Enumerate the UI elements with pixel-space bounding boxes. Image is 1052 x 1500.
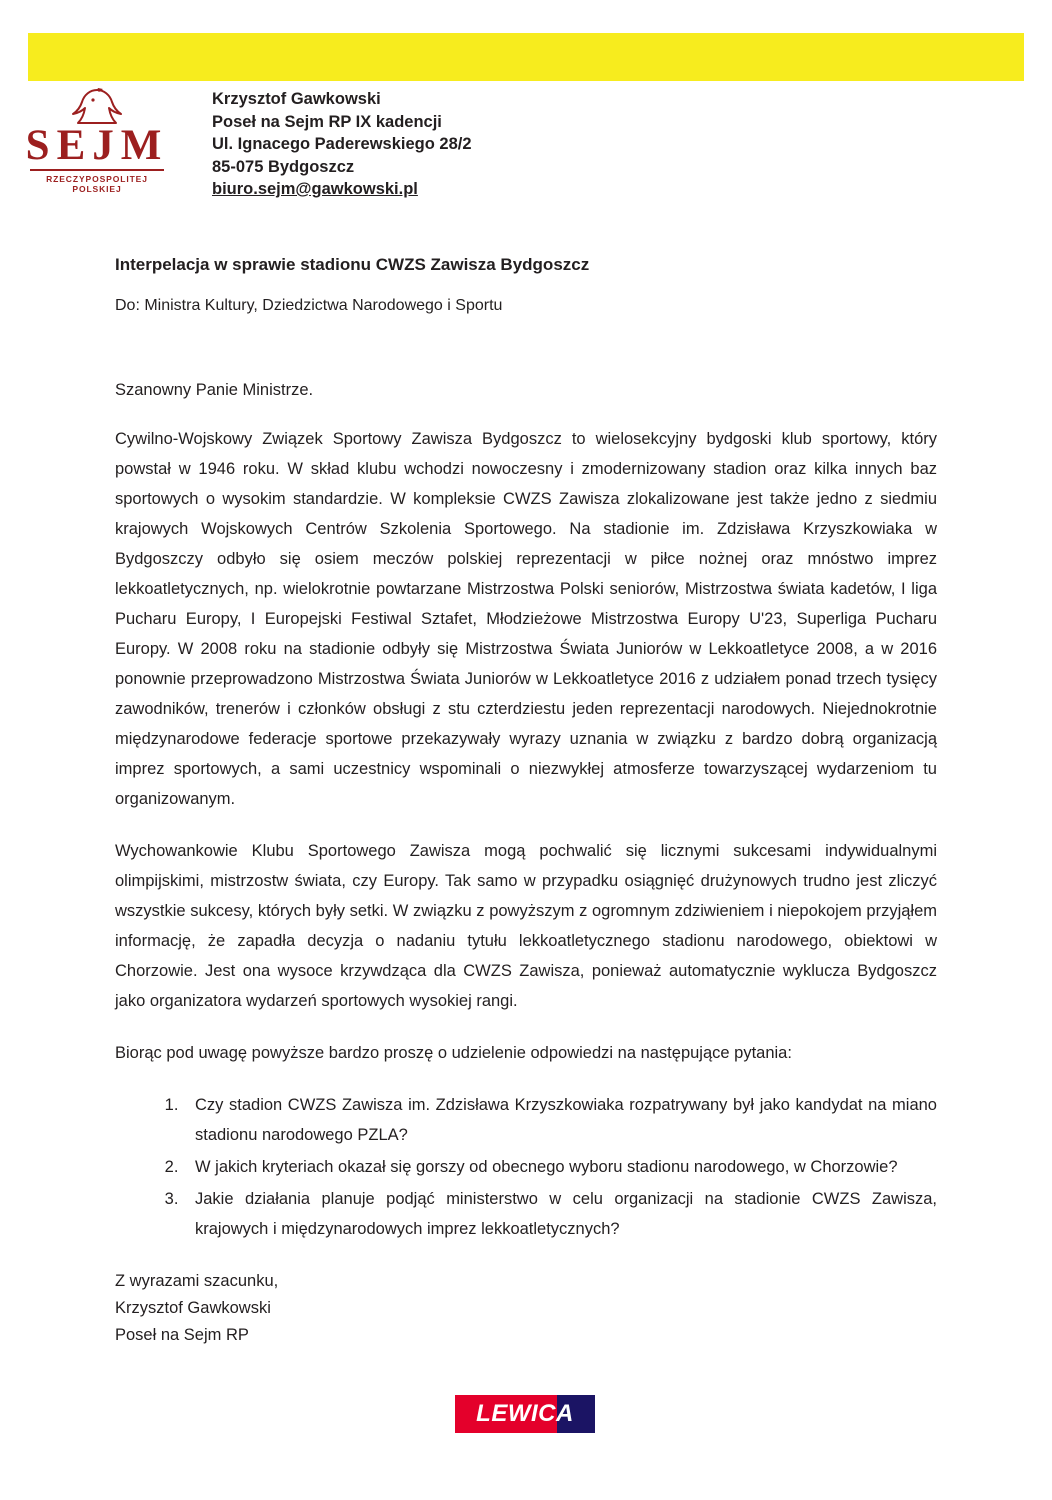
document-addressee: Do: Ministra Kultury, Dziedzictwa Narodowego i Sportu (115, 297, 503, 314)
list-item: 2. W jakich kryteriach okazał się gorszy od obecnego wyboru stadionu narodowego, w Chorzowie? (183, 1152, 937, 1182)
sejm-wordmark: SEJM (25, 122, 169, 169)
signature-role: Poseł na Sejm RP (115, 1326, 249, 1344)
paragraph-1: Cywilno-Wojskowy Związek Sportowy Zawisza Bydgoszcz to wielosekcyjny bydgoski klub sportowy, który powstał w 1946 roku. W skład klubu wchodzi nowoczesny i zmodernizowany stadion oraz kilka innych baz sportowych o wysokim standardzie. W kompleksie CWZS Zawisza zlokalizowane jest także jedno z siedmiu krajowych Wojskowych Centrów Szkolenia Sportowego. Na stadionie im. Zdzisława Krzyszkowiaka w Bydgoszczy odbyło się osiem meczów polskiej reprezentacji w piłce nożnej oraz mnóstwo imprez lekkoatletycznych, np. wielokrotnie powtarzane Mistrzostwa Polski seniorów, Mistrzostwa świata kadetów, I liga Pucharu Europy, I Europejski Festiwal Sztafet, Młodzieżowe Mistrzostwa Europy U'23, Superliga Pucharu Europy. W 2008 roku na stadionie odbyły się Mistrzostwa Świata Juniorów w Lekkoatletyce 2008, a w 2016 ponownie przeprowadzono Mistrzostwa Świata Juniorów w Lekkoatletyce 2016 z udziałem ponad trzech tysięcy zawodników, trenerów i członków obsługi z stu czterdziestu jeden reprezentacji narodowych. Niejednokrotnie międzynarodowe federacje sportowe przekazywały wyrazy uznania w związku z bardzo dobrą organizacją imprez sportowych, a sami uczestnicy wspominali o niezwykłej atmosferze towarzyszącej wydarzeniom tu organizowanym. (115, 430, 937, 808)
contact-role: Poseł na Sejm RP IX kadencji (212, 112, 442, 131)
sejm-logo-subtitle: RZECZYPOSPOLITEJ POLSKIEJ (46, 174, 148, 194)
salutation: Szanowny Panie Ministrze. (115, 381, 314, 399)
paragraph-2: Wychowankowie Klubu Sportowego Zawisza mogą pochwalić się licznymi sukcesami indywidualnymi olimpijskimi, mistrzostw świata, czy Europy. Tak samo w przypadku osiągnięć drużynowych trudno jest zliczyć wszystkie sukcesy, których były setki. W związku z powyższym z ogromnym zdziwieniem i niepokojem przyjąłem informację, że zapadła decyzja o nadaniu tytułu lekkoatletycznego stadionu narodowego, obiektowi w Chorzowie. Jest ona wysoce krzywdząca dla CWZS Zawisza, ponieważ automatycznie wyklucza Bydgoszcz jako organizatora wydarzeń sportowych wysokiej rangi. (115, 842, 937, 1010)
contact-block (212, 88, 472, 201)
document-body (115, 378, 937, 1246)
letterhead (0, 82, 1052, 212)
lewica-logo (455, 1395, 595, 1433)
questions-list (115, 1090, 937, 1244)
signature-name: Krzysztof Gawkowski (115, 1299, 271, 1317)
list-item: 1. Czy stadion CWZS Zawisza im. Zdzisława Krzyszkowiaka rozpatrywany był jako kandydat na miano stadionu narodowego PZLA? (183, 1090, 937, 1150)
contact-email-link[interactable]: biuro.sejm@gawkowski.pl (212, 180, 418, 198)
paragraph-3: Biorąc pod uwagę powyższe bardzo proszę o udzielenie odpowiedzi na następujące pytania: (115, 1044, 792, 1062)
sejm-logo (22, 88, 172, 198)
logo-divider (30, 169, 164, 171)
contact-name: Krzysztof Gawkowski (212, 90, 381, 108)
yellow-header-bar (28, 33, 1024, 81)
list-item: 3. Jakie działania planuje podjąć ministerstwo w celu organizacji na stadionie CWZS Zawisza, krajowych i międzynarodowych imprez lekkoatletycznych? (183, 1184, 937, 1244)
contact-street: Ul. Ignacego Paderewskiego 28/2 (212, 135, 472, 153)
contact-city: 85-075 Bydgoszcz (212, 157, 355, 176)
page-title: Interpelacja w sprawie stadionu CWZS Zawisza Bydgoszcz (115, 255, 590, 274)
lewica-logo-text: LEWICA (476, 1400, 574, 1427)
signature-block (115, 1268, 278, 1349)
signature-closing: Z wyrazami szacunku, (115, 1272, 279, 1290)
